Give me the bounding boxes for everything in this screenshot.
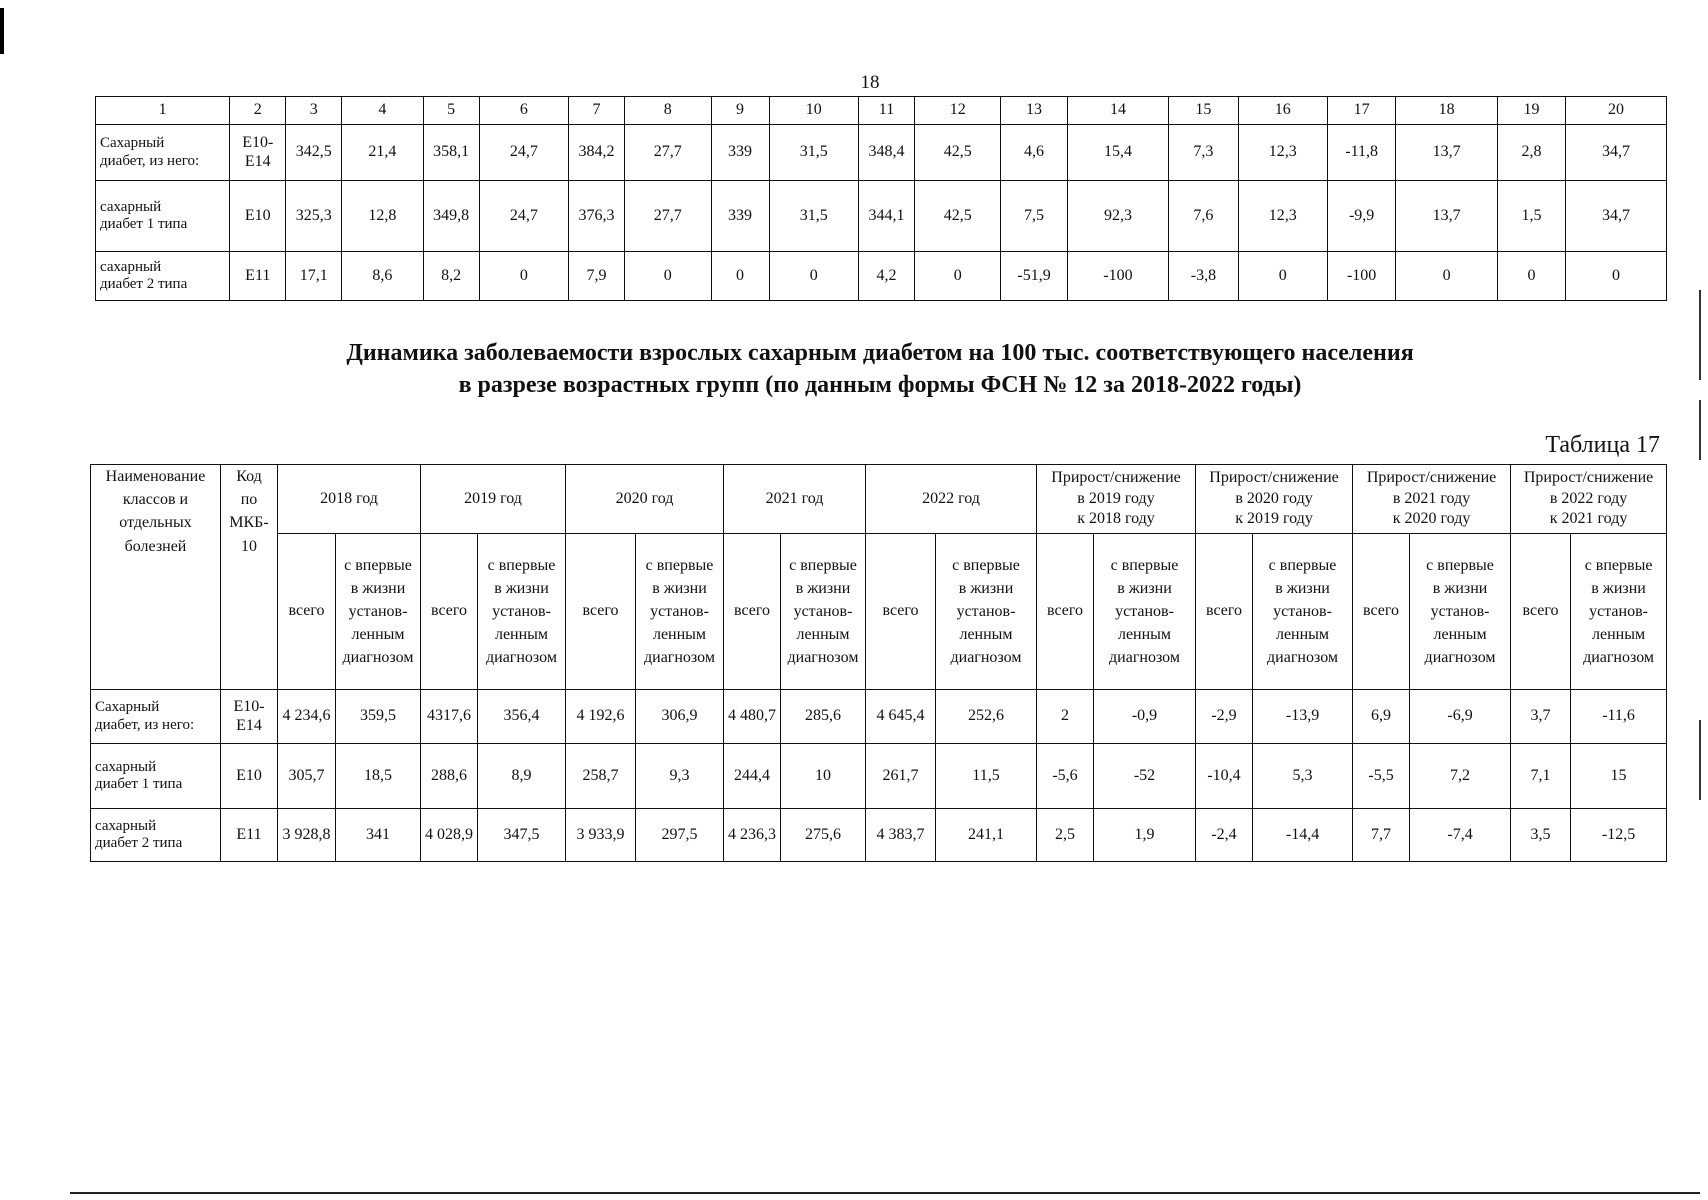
value-cell: 42,5 — [914, 181, 1000, 252]
cell-line: МКБ- — [229, 514, 269, 532]
value-cell: -11,8 — [1328, 125, 1396, 181]
table-header-row — [91, 465, 1667, 534]
cell-line: в жизни — [795, 579, 851, 597]
value-cell: 24,7 — [479, 181, 569, 252]
cell-line: диабет, из него: — [95, 716, 195, 733]
cell-line: сахарный — [95, 758, 157, 775]
value-cell: 275,6 — [781, 809, 866, 862]
cell-line: к 2021 году — [1549, 510, 1628, 528]
subheader-total: всего — [1511, 534, 1571, 690]
column-group-header — [278, 465, 421, 534]
subheader-total: всего — [724, 534, 781, 690]
column-header-code — [221, 465, 278, 690]
value-cell: 347,5 — [478, 809, 566, 862]
value-cell: 9,3 — [636, 744, 724, 809]
column-number: 4 — [342, 97, 423, 125]
scan-edge-right — [1699, 720, 1701, 800]
value-cell: 13,7 — [1396, 125, 1498, 181]
cell-line: диагнозом — [342, 649, 414, 667]
cell-line: E10 — [236, 766, 262, 784]
column-number: 16 — [1238, 97, 1328, 125]
value-cell: 325,3 — [286, 181, 342, 252]
column-group-header — [724, 465, 866, 534]
value-cell: 285,6 — [781, 690, 866, 744]
column-number: 15 — [1169, 97, 1238, 125]
subheader-newly-diagnosed — [1410, 534, 1511, 690]
scan-edge-bottom — [70, 1192, 1700, 1194]
cell-line: установ- — [1430, 602, 1490, 620]
value-cell: 0 — [711, 252, 769, 301]
cell-line: Прирост/снижение — [1209, 468, 1339, 486]
value-cell: 7,9 — [569, 252, 625, 301]
column-group-header — [421, 465, 566, 534]
disease-name-cell — [96, 252, 230, 301]
subheader-newly-diagnosed — [336, 534, 421, 690]
value-cell: 7,2 — [1410, 744, 1511, 809]
cell-line: к 2020 году — [1392, 510, 1471, 528]
subheader-newly-diagnosed — [1094, 534, 1196, 690]
value-cell: 7,7 — [1353, 809, 1410, 862]
cell-line: Прирост/снижение — [1523, 468, 1654, 486]
column-number: 6 — [479, 97, 569, 125]
value-cell: 2 — [1037, 690, 1094, 744]
value-cell: 339 — [711, 181, 769, 252]
table-16-continuation — [95, 96, 1667, 301]
value-cell: 27,7 — [625, 125, 711, 181]
value-cell: 31,5 — [769, 181, 859, 252]
value-cell: 4317,6 — [421, 690, 478, 744]
value-cell: -10,4 — [1196, 744, 1253, 809]
value-cell: 244,4 — [724, 744, 781, 809]
scan-edge-right — [1699, 400, 1701, 460]
value-cell: -6,9 — [1410, 690, 1511, 744]
cell-line: установ- — [492, 602, 551, 620]
value-cell: 31,5 — [769, 125, 859, 181]
value-cell: 339 — [711, 125, 769, 181]
value-cell: -52 — [1094, 744, 1196, 809]
value-cell: 0 — [769, 252, 859, 301]
value-cell: 3,7 — [1511, 690, 1571, 744]
table-row — [96, 252, 1667, 301]
column-number: 5 — [423, 97, 479, 125]
cell-line: в жизни — [652, 579, 707, 597]
value-cell: 297,5 — [636, 809, 724, 862]
value-cell: 27,7 — [625, 181, 711, 252]
value-cell: 288,6 — [421, 744, 478, 809]
cell-line: установ- — [1273, 602, 1332, 620]
column-number: 19 — [1497, 97, 1565, 125]
cell-line: 10 — [241, 537, 257, 555]
table-header-row — [96, 97, 1667, 125]
value-cell: -9,9 — [1328, 181, 1396, 252]
value-cell: 34,7 — [1566, 181, 1667, 252]
value-cell: -12,5 — [1571, 809, 1667, 862]
column-number: 18 — [1396, 97, 1498, 125]
cell-line: в жизни — [494, 579, 549, 597]
cell-line: установ- — [348, 602, 408, 620]
scan-edge-left — [0, 8, 4, 54]
value-cell: 2,8 — [1497, 125, 1565, 181]
icd-code-cell — [230, 252, 286, 301]
table-row — [91, 809, 1667, 862]
disease-name-cell — [91, 744, 221, 809]
cell-line: диагнозом — [787, 649, 859, 667]
cell-line: с впервые — [789, 556, 857, 574]
column-number: 3 — [286, 97, 342, 125]
cell-line: установ- — [793, 602, 853, 620]
value-cell: 3 928,8 — [278, 809, 336, 862]
cell-line: с впервые — [645, 556, 714, 574]
value-cell: -2,9 — [1196, 690, 1253, 744]
column-group-header — [566, 465, 724, 534]
cell-line: в 2019 году — [1077, 489, 1155, 507]
value-cell: 3,5 — [1511, 809, 1571, 862]
icd-code-cell — [221, 744, 278, 809]
cell-line: к 2019 году — [1235, 510, 1313, 528]
cell-line: ленным — [494, 626, 549, 644]
table-row — [91, 690, 1667, 744]
cell-line: ленным — [1117, 626, 1172, 644]
value-cell: 11,5 — [936, 744, 1037, 809]
value-cell: -0,9 — [1094, 690, 1196, 744]
cell-line: с впервые — [344, 556, 412, 574]
subheader-total: всего — [1196, 534, 1253, 690]
cell-line: 2022 год — [922, 489, 980, 507]
value-cell: 4 192,6 — [566, 690, 636, 744]
cell-line: с впервые — [1268, 556, 1337, 574]
value-cell: 18,5 — [336, 744, 421, 809]
column-group-header — [1353, 465, 1511, 534]
cell-line: Наименование — [105, 468, 206, 485]
value-cell: 34,7 — [1566, 125, 1667, 181]
value-cell: 24,7 — [479, 125, 569, 181]
value-cell: 7,3 — [1169, 125, 1238, 181]
value-cell: -100 — [1067, 252, 1169, 301]
value-cell: 13,7 — [1396, 181, 1498, 252]
value-cell: 12,8 — [342, 181, 423, 252]
cell-line: диагнозом — [486, 649, 557, 667]
value-cell: 0 — [1238, 252, 1328, 301]
subheader-newly-diagnosed — [936, 534, 1037, 690]
table-17-incidence-dynamics — [90, 464, 1667, 862]
cell-line: по — [240, 491, 258, 509]
table-row — [96, 125, 1667, 181]
table-subheader-row — [91, 534, 1667, 690]
cell-line: 2019 год — [464, 489, 522, 507]
cell-line: в жизни — [1432, 579, 1488, 597]
cell-line: ленным — [796, 626, 850, 644]
value-cell: 21,4 — [342, 125, 423, 181]
cell-line: установ- — [1115, 602, 1174, 620]
column-group-header — [1037, 465, 1196, 534]
value-cell: 0 — [1566, 252, 1667, 301]
cell-line: с впервые — [1584, 556, 1653, 574]
subheader-total: всего — [866, 534, 936, 690]
value-cell: 252,6 — [936, 690, 1037, 744]
value-cell: -2,4 — [1196, 809, 1253, 862]
cell-line: Сахарный — [95, 699, 160, 716]
column-header-name — [91, 465, 221, 690]
value-cell: 4 236,3 — [724, 809, 781, 862]
value-cell: 4 645,4 — [866, 690, 936, 744]
cell-line: в 2022 году — [1549, 489, 1628, 507]
value-cell: 4 234,6 — [278, 690, 336, 744]
value-cell: -5,6 — [1037, 744, 1094, 809]
cell-line: диабет 1 типа — [100, 216, 188, 232]
value-cell: 7,5 — [1001, 181, 1067, 252]
cell-line: к 2018 году — [1077, 510, 1155, 528]
value-cell: 0 — [914, 252, 1000, 301]
cell-line: E10 — [244, 206, 271, 224]
subheader-total: всего — [278, 534, 336, 690]
cell-line: E14 — [236, 716, 262, 734]
cell-line: диагнозом — [950, 649, 1022, 667]
column-number: 7 — [569, 97, 625, 125]
value-cell: 0 — [1497, 252, 1565, 301]
cell-line: диагнозом — [1583, 649, 1655, 667]
column-number: 10 — [769, 97, 859, 125]
cell-line: диабет 2 типа — [95, 835, 183, 851]
cell-line: сахарный — [100, 198, 162, 215]
value-cell: 2,5 — [1037, 809, 1094, 862]
value-cell: -5,5 — [1353, 744, 1410, 809]
disease-name-cell — [96, 181, 230, 252]
cell-line: диагнозом — [1267, 649, 1339, 667]
cell-line: ленным — [351, 626, 405, 644]
cell-line: установ- — [650, 602, 709, 620]
value-cell: 12,3 — [1238, 181, 1328, 252]
value-cell: -11,6 — [1571, 690, 1667, 744]
value-cell: 4 028,9 — [421, 809, 478, 862]
value-cell: 4,6 — [1001, 125, 1067, 181]
page-number: 18 — [860, 72, 880, 93]
value-cell: 92,3 — [1067, 181, 1169, 252]
value-cell: -7,4 — [1410, 809, 1511, 862]
value-cell: -14,4 — [1253, 809, 1353, 862]
column-number: 13 — [1001, 97, 1067, 125]
column-group-header — [1196, 465, 1353, 534]
value-cell: 8,2 — [423, 252, 479, 301]
cell-line: в жизни — [1591, 579, 1646, 597]
cell-line: болезней — [124, 537, 187, 555]
value-cell: 384,2 — [569, 125, 625, 181]
cell-line: E11 — [236, 825, 262, 843]
value-cell: 344,1 — [859, 181, 915, 252]
cell-line: диагнозом — [1424, 649, 1496, 667]
cell-line: диагнозом — [644, 649, 715, 667]
subheader-total: всего — [421, 534, 478, 690]
value-cell: 1,9 — [1094, 809, 1196, 862]
column-number: 11 — [859, 97, 915, 125]
value-cell: 8,9 — [478, 744, 566, 809]
column-number: 2 — [230, 97, 286, 125]
section-heading-line-1: Динамика заболеваемости взрослых сахарным диабетом на 100 тыс. соответствующего населения — [346, 340, 1414, 366]
cell-line: установ- — [1589, 602, 1648, 620]
table-row — [96, 181, 1667, 252]
value-cell: 6,9 — [1353, 690, 1410, 744]
subheader-newly-diagnosed — [1571, 534, 1667, 690]
column-number: 1 — [96, 97, 230, 125]
value-cell: 12,3 — [1238, 125, 1328, 181]
value-cell: 4 383,7 — [866, 809, 936, 862]
value-cell: 261,7 — [866, 744, 936, 809]
value-cell: 3 933,9 — [566, 809, 636, 862]
cell-line: с впервые — [1426, 556, 1494, 574]
scan-edge-right — [1699, 290, 1701, 380]
value-cell: 305,7 — [278, 744, 336, 809]
value-cell: 349,8 — [423, 181, 479, 252]
cell-line: ленным — [1275, 626, 1330, 644]
value-cell: 341 — [336, 809, 421, 862]
cell-line: E11 — [245, 266, 271, 284]
cell-line: диабет 2 типа — [100, 276, 188, 292]
table-label: Таблица 17 — [1545, 432, 1660, 458]
value-cell: 17,1 — [286, 252, 342, 301]
value-cell: 10 — [781, 744, 866, 809]
subheader-newly-diagnosed — [636, 534, 724, 690]
cell-line: сахарный — [100, 258, 162, 275]
value-cell: 306,9 — [636, 690, 724, 744]
cell-line: установ- — [956, 602, 1016, 620]
cell-line: Прирост/снижение — [1051, 468, 1181, 486]
value-cell: 258,7 — [566, 744, 636, 809]
value-cell: 356,4 — [478, 690, 566, 744]
icd-code-cell — [221, 690, 278, 744]
column-number: 17 — [1328, 97, 1396, 125]
cell-line: с впервые — [952, 556, 1020, 574]
cell-line: в жизни — [1117, 579, 1172, 597]
cell-line: в 2020 году — [1235, 489, 1313, 507]
value-cell: 42,5 — [914, 125, 1000, 181]
value-cell: 4,2 — [859, 252, 915, 301]
cell-line: сахарный — [95, 817, 157, 834]
value-cell: 0 — [1396, 252, 1498, 301]
subheader-total: всего — [566, 534, 636, 690]
cell-line: диабет 1 типа — [95, 776, 183, 792]
cell-line: ленным — [1592, 626, 1646, 644]
cell-line: с впервые — [487, 556, 556, 574]
subheader-newly-diagnosed — [478, 534, 566, 690]
column-number: 8 — [625, 97, 711, 125]
icd-code-cell — [221, 809, 278, 862]
column-number: 9 — [711, 97, 769, 125]
value-cell: -100 — [1328, 252, 1396, 301]
cell-line: E10- — [233, 698, 265, 716]
value-cell: 359,5 — [336, 690, 421, 744]
value-cell: 342,5 — [286, 125, 342, 181]
cell-line: Прирост/снижение — [1366, 468, 1497, 486]
section-heading-line-2: в разрезе возрастных групп (по данным формы ФСН № 12 за 2018-2022 годы) — [458, 372, 1302, 398]
cell-line: с впервые — [1110, 556, 1179, 574]
value-cell: 348,4 — [859, 125, 915, 181]
cell-line: отдельных — [119, 514, 192, 532]
subheader-total: всего — [1353, 534, 1410, 690]
column-number: 20 — [1566, 97, 1667, 125]
cell-line: классов и — [122, 491, 189, 509]
value-cell: 4 480,7 — [724, 690, 781, 744]
disease-name-cell — [96, 125, 230, 181]
value-cell: 15,4 — [1067, 125, 1169, 181]
value-cell: 241,1 — [936, 809, 1037, 862]
cell-line: в жизни — [958, 579, 1014, 597]
cell-line: E14 — [244, 152, 271, 170]
cell-line: диагнозом — [1109, 649, 1180, 667]
subheader-total: всего — [1037, 534, 1094, 690]
cell-line: 2020 год — [615, 489, 674, 507]
cell-line: диабет, из него: — [100, 152, 200, 169]
value-cell: 7,1 — [1511, 744, 1571, 809]
value-cell: 7,6 — [1169, 181, 1238, 252]
value-cell: 5,3 — [1253, 744, 1353, 809]
cell-line: в жизни — [1275, 579, 1330, 597]
disease-name-cell — [91, 690, 221, 744]
value-cell: 376,3 — [569, 181, 625, 252]
cell-line: E10- — [242, 134, 274, 152]
cell-line: ленным — [652, 626, 707, 644]
value-cell: -51,9 — [1001, 252, 1067, 301]
table-row — [91, 744, 1667, 809]
value-cell: 8,6 — [342, 252, 423, 301]
value-cell: -3,8 — [1169, 252, 1238, 301]
cell-line: ленным — [959, 626, 1013, 644]
cell-line: 2018 год — [320, 489, 378, 507]
cell-line: в жизни — [350, 579, 406, 597]
column-group-header — [1511, 465, 1667, 534]
cell-line: ленным — [1433, 626, 1487, 644]
value-cell: 0 — [625, 252, 711, 301]
value-cell: 358,1 — [423, 125, 479, 181]
cell-line: Сахарный — [100, 135, 165, 152]
value-cell: -13,9 — [1253, 690, 1353, 744]
cell-line: 2021 год — [765, 489, 824, 507]
cell-line: Код — [236, 468, 262, 485]
cell-line: в 2021 году — [1392, 489, 1471, 507]
value-cell: 0 — [479, 252, 569, 301]
value-cell: 1,5 — [1497, 181, 1565, 252]
column-group-header — [866, 465, 1037, 534]
subheader-newly-diagnosed — [1253, 534, 1353, 690]
value-cell: 15 — [1571, 744, 1667, 809]
icd-code-cell — [230, 181, 286, 252]
disease-name-cell — [91, 809, 221, 862]
column-number: 14 — [1067, 97, 1169, 125]
column-number: 12 — [914, 97, 1000, 125]
icd-code-cell — [230, 125, 286, 181]
subheader-newly-diagnosed — [781, 534, 866, 690]
